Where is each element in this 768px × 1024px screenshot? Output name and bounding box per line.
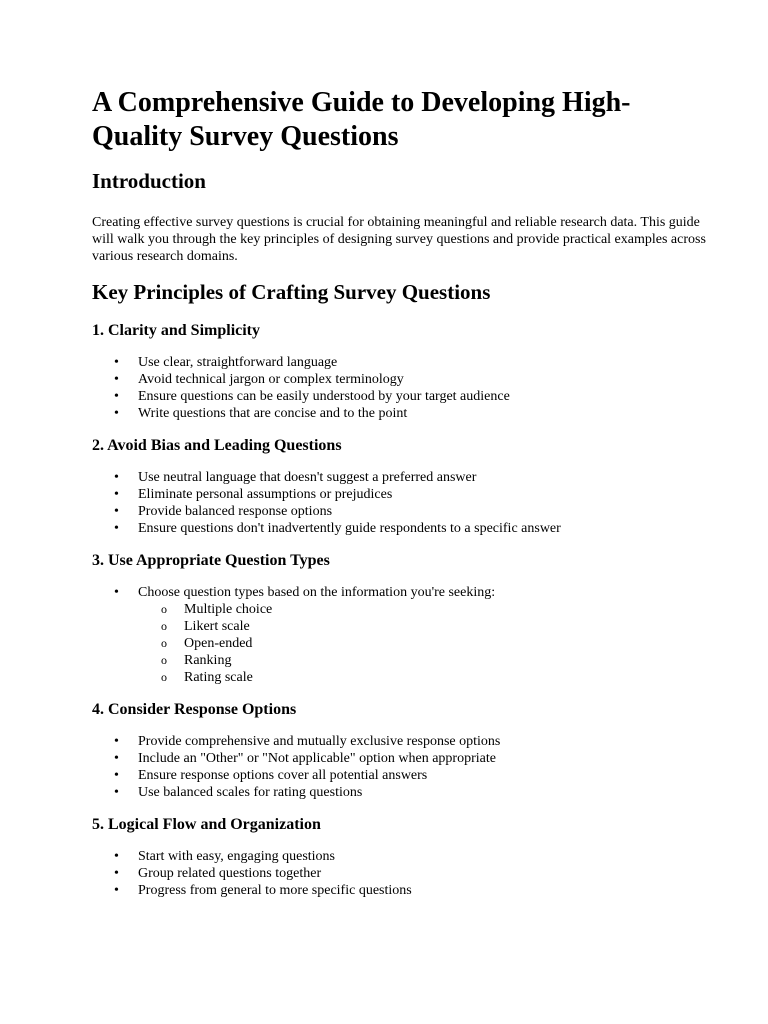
list-item: • Use neutral language that doesn't suggest a preferred answer — [92, 469, 712, 486]
list-item: • Provide balanced response options — [92, 503, 712, 520]
principles-heading: Key Principles of Crafting Survey Questions — [92, 280, 491, 304]
list-item-text: Choose question types based on the information you're seeking: — [138, 585, 496, 600]
response-options-list — [92, 733, 712, 801]
sub-list-item: o Likert scale — [92, 618, 712, 635]
document-body — [92, 86, 712, 913]
list-item: • Ensure response options cover all potential answers — [92, 767, 712, 784]
intro-paragraph: Creating effective survey questions is crucial for obtaining meaningful and reliable research data. This guide will walk you through the key principles of designing survey questions and provide practical examples across various research domains. — [92, 215, 706, 264]
section-heading-question-types: 3. Use Appropriate Question Types — [92, 552, 330, 569]
list-item — [92, 584, 712, 601]
list-item: • Group related questions together — [92, 865, 712, 882]
list-item: • Eliminate personal assumptions or prejudices — [92, 486, 712, 503]
sub-list-item: o Ranking — [92, 652, 712, 669]
list-item: • Use balanced scales for rating questions — [92, 784, 712, 801]
list-item: • Avoid technical jargon or complex terminology — [92, 371, 712, 388]
intro-heading: Introduction — [92, 169, 206, 193]
list-item: • Start with easy, engaging questions — [92, 848, 712, 865]
section-heading-logical-flow: 5. Logical Flow and Organization — [92, 816, 321, 833]
list-item: • Progress from general to more specific questions — [92, 882, 712, 899]
sub-list-item: o Multiple choice — [92, 601, 712, 618]
section-heading-clarity: 1. Clarity and Simplicity — [92, 322, 261, 339]
sub-list-item: o Rating scale — [92, 669, 712, 686]
list-item: • Use clear, straightforward language — [92, 354, 712, 371]
question-types-sublist — [92, 601, 712, 686]
list-item: • Write questions that are concise and to the point — [92, 405, 712, 422]
document-title: A Comprehensive Guide to Developing High-Quality Survey Questions — [92, 87, 631, 152]
list-item: • Provide comprehensive and mutually exclusive response options — [92, 733, 712, 750]
clarity-list — [92, 354, 712, 422]
bias-list — [92, 469, 712, 537]
list-item: • Ensure questions don't inadvertently guide respondents to a specific answer — [92, 520, 712, 537]
question-types-list — [92, 584, 712, 601]
list-item: • Ensure questions can be easily understood by your target audience — [92, 388, 712, 405]
logical-flow-list — [92, 848, 712, 899]
list-item: • Include an "Other" or "Not applicable" option when appropriate — [92, 750, 712, 767]
sub-list-item: o Open-ended — [92, 635, 712, 652]
section-heading-response-options: 4. Consider Response Options — [92, 701, 297, 718]
section-heading-bias: 2. Avoid Bias and Leading Questions — [92, 437, 342, 454]
